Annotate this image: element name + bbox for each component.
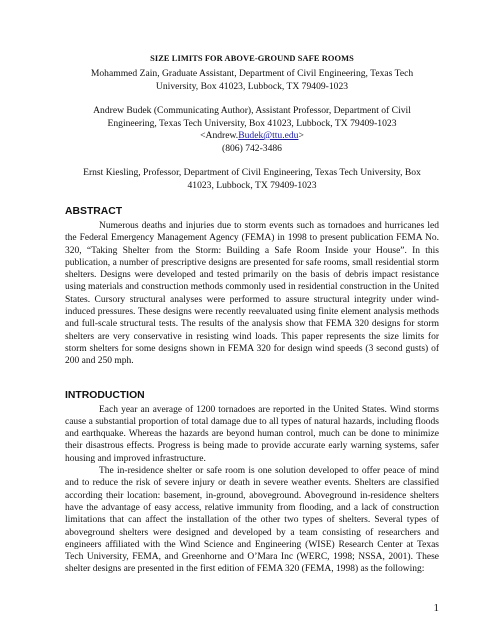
paper-title: SIZE LIMITS FOR ABOVE-GROUND SAFE ROOMS bbox=[150, 54, 354, 63]
email-prefix: <Andrew. bbox=[200, 130, 239, 141]
author-line: Andrew Budek (Communicating Author), Assistant Professor, Department of Civil bbox=[93, 105, 411, 116]
intro-paragraph-2: The in-residence shelter or safe room is one solution developed to offer peace of mind and to reduce the risk of severe injury or death in severe weather events. Shelters are classified according their location: basement, in-ground, aboveground. Aboveground in-residence shelters have the advantage of easy access, relative immunity from flooding, and a lack of construction limitations that can affect the installation of the other two types of shelters. Several types of aboveground shelters were designed and developed by a team consisting of researchers and engineers affiliated with the Wind Science and Engineering (WISE) Research Center at Texas Tech University, FEMA, and Greenhorne and O’Mara Inc (WERC, 1998; NSSA, 2001). These shelter designs are presented in the first edition of FEMA 320 (FEMA, 1998) as the following: bbox=[65, 466, 439, 575]
author-line: University, Box 41023, Lubbock, TX 79409-1023 bbox=[155, 80, 349, 92]
author-line: Ernst Kiesling, Professor, Department of Civil Engineering, Texas Tech University, Box bbox=[83, 167, 421, 178]
author-block-budek bbox=[65, 105, 439, 155]
intro-paragraph-1: Each year an average of 1200 tornadoes are reported in the United States. Wind storms cause a substantial proportion of total damage due to all types of natural hazards, including floods and earthquake. Whereas the hazards are beyond human control, much can be done to minimize their disastrous effects. Progress is being made to provide accurate early warning systems, safer housing and improved infrastructure. bbox=[65, 404, 439, 464]
author-line: Engineering, Texas Tech University, Box 41023, Lubbock, TX 79409-1023 bbox=[107, 117, 397, 129]
abstract-heading: ABSTRACT bbox=[65, 206, 123, 217]
email-link[interactable]: Budek@ttu.edu bbox=[238, 130, 299, 141]
abstract-text: Numerous deaths and injuries due to storm events such as tornadoes and hurricanes led the Federal Emergency Management Agency (FEMA) in 1998 to present publication FEMA No. 320, “Taking Shelter from the Storm: Building a Safe Room Inside your House”. In this publication, a number of prescriptive designs are presented for safe rooms, small residential storm shelters. Designs were developed and tested primarily on the basis of debris impact resistance using materials and construction methods commonly used in residential construction in the United States. Cursory structural analyses were performed to assure structural integrity under wind-induced pressures. These designs were recently reevaluated using finite element analysis methods and full-scale structural tests. The results of the analysis show that FEMA 320 designs for storm shelters are very conservative in resisting wind loads. This paper represents the size limits for storm shelters for some designs shown in FEMA 320 for design wind speeds (3 second gusts) of 200 and 250 mph. bbox=[65, 221, 439, 367]
author-line: Mohammed Zain, Graduate Assistant, Department of Civil Engineering, Texas Tech bbox=[90, 68, 414, 79]
author-line: 41023, Lubbock, TX 79409-1023 bbox=[187, 179, 317, 191]
author-block-zain bbox=[65, 68, 439, 93]
phone-number: (806) 742-3486 bbox=[222, 142, 282, 154]
author-block-kiesling bbox=[65, 167, 439, 192]
page-number: 1 bbox=[433, 602, 439, 614]
introduction-heading: INTRODUCTION bbox=[65, 389, 145, 401]
email-suffix: > bbox=[298, 130, 304, 141]
